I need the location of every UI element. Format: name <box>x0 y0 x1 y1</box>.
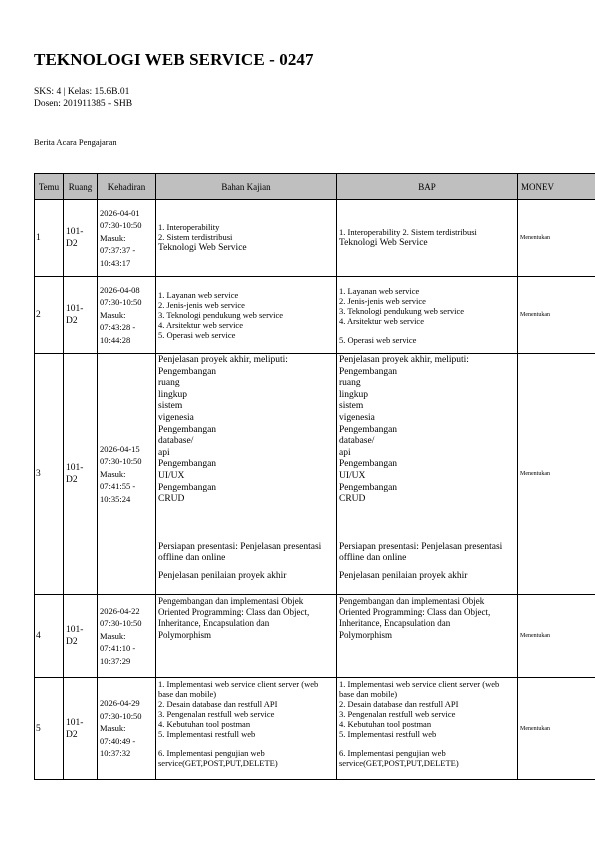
content-line: 1. Layanan web service <box>339 285 420 296</box>
row-bap <box>337 277 518 354</box>
row-monev: Menentukan <box>518 200 595 277</box>
ruang-line: 101- <box>66 625 84 635</box>
content-line: 2. Desain database dan restfull API <box>339 699 459 709</box>
content-line: 1. Implementasi web service client server (web <box>158 679 319 689</box>
content-line: Oriented Programming: Class dan Object, <box>339 607 491 618</box>
spacer <box>339 506 515 542</box>
content-line: vigenesia <box>158 412 194 423</box>
content-line: database/ <box>158 436 194 447</box>
content-line: 6. Implementasi pengujian web <box>339 748 446 758</box>
row-monev: Menentukan <box>518 277 595 354</box>
row-kehadiran <box>98 595 156 678</box>
content-line: Persiapan presentasi: Penjelasan presentasi <box>158 541 322 552</box>
table-row <box>35 678 595 780</box>
row-bahan-kajian <box>156 354 337 595</box>
content-line: Inheritance, Encapsulation dan <box>158 618 270 629</box>
content-line: 3. Pengenalan restfull web service <box>158 709 275 719</box>
kehadiran-masuk: Masuk: <box>100 723 126 734</box>
content-line: Pengembangan dan implementasi Objek <box>339 596 485 606</box>
row-ruang <box>64 277 98 354</box>
row-bahan-kajian <box>156 678 337 780</box>
content-line: Pengembangan dan implementasi Objek <box>158 596 304 606</box>
kehadiran-time: 07:30-10:50 <box>100 618 142 629</box>
row-bap <box>337 200 518 277</box>
kehadiran-in: 07:43:28 - <box>100 322 136 333</box>
content-line: Persiapan presentasi: Penjelasan presentasi <box>339 541 503 552</box>
ruang-line: 101- <box>66 227 84 237</box>
row-ruang <box>64 200 98 277</box>
content-line: service(GET,POST,PUT,DELETE) <box>339 758 459 768</box>
content-line: 1. Interoperability 2. Sistem terdistribusi <box>339 227 477 237</box>
kehadiran-masuk: Masuk: <box>100 309 126 320</box>
row-monev: Menentukan <box>518 595 595 678</box>
kehadiran-masuk: Masuk: <box>100 468 126 479</box>
header-bahan-kajian: Bahan Kajian <box>156 174 337 200</box>
ruang-line: D2 <box>66 637 78 647</box>
row-temu: 1 <box>35 200 64 277</box>
row-temu: 4 <box>35 595 64 678</box>
row-monev: Menentukan <box>518 678 595 780</box>
course-info: SKS: 4 | Kelas: 15.6B.01 <box>34 87 130 97</box>
kehadiran-time: 07:30-10:50 <box>100 456 142 467</box>
content-line: offline dan online <box>339 553 407 564</box>
content-line: base dan mobile) <box>339 689 398 699</box>
kehadiran-out: 10:43:17 <box>100 257 131 268</box>
content-line: Polymorphism <box>158 629 212 640</box>
content-line: Penjelasan proyek akhir, meliputi: <box>339 355 469 365</box>
spacer <box>339 739 515 748</box>
bap-table-wrapper <box>34 173 595 780</box>
row-ruang <box>64 678 98 780</box>
content-line: UI/UX <box>158 470 185 481</box>
page-title: TEKNOLOGI WEB SERVICE - 0247 <box>34 50 314 69</box>
content-line: lingkup <box>158 389 188 400</box>
content-line: Penjelasan proyek akhir, meliputi: <box>158 355 288 365</box>
content-line: 3. Pengenalan restfull web service <box>339 709 456 719</box>
kehadiran-out: 10:37:32 <box>100 748 131 759</box>
content-line: sistem <box>158 401 183 412</box>
row-ruang <box>64 595 98 678</box>
spacer <box>158 506 334 542</box>
content-line: api <box>339 447 351 458</box>
kehadiran-date: 2026-04-22 <box>100 605 140 616</box>
header-temu: Temu <box>35 174 64 200</box>
ruang-line: D2 <box>66 729 78 740</box>
content-line: lingkup <box>339 389 369 400</box>
content-line: 1. Layanan web service <box>158 290 239 300</box>
ruang-line: 101- <box>66 717 84 728</box>
content-line: Pengembangan <box>339 482 398 493</box>
content-line: vigenesia <box>339 412 375 423</box>
row-bahan-kajian <box>156 277 337 354</box>
header-ruang: Ruang <box>64 174 98 200</box>
kehadiran-in: 07:41:10 - <box>100 643 136 654</box>
content-line: sistem <box>339 401 364 412</box>
content-line: service(GET,POST,PUT,DELETE) <box>158 758 278 768</box>
header-kehadiran: Kehadiran <box>98 174 156 200</box>
row-temu: 3 <box>35 354 64 595</box>
kehadiran-in: 07:37:37 - <box>100 245 136 256</box>
row-bap <box>337 595 518 678</box>
content-line: 2. Jenis-jenis web service <box>158 300 245 310</box>
content-line: Penjelasan penilaian proyek akhir <box>158 570 287 581</box>
row-kehadiran <box>98 200 156 277</box>
row-kehadiran <box>98 277 156 354</box>
ruang-line: 101- <box>66 304 84 314</box>
header-bap: BAP <box>337 174 518 200</box>
row-bahan-kajian <box>156 595 337 678</box>
table-row <box>35 200 595 277</box>
content-line: 3. Teknologi pendukung web service <box>339 305 465 316</box>
content-line: Pengembangan <box>339 366 398 377</box>
row-kehadiran <box>98 354 156 595</box>
content-line: UI/UX <box>339 470 366 481</box>
content-line: ruang <box>339 378 361 389</box>
kehadiran-out: 10:37:29 <box>100 655 131 666</box>
table-row <box>35 595 595 678</box>
ruang-line: D2 <box>66 239 78 249</box>
row-monev: Menentukan <box>518 354 595 595</box>
header-monev: MONEV <box>518 174 595 200</box>
content-line: Teknologi Web Service <box>158 243 247 253</box>
table-row <box>35 277 595 354</box>
content-line: 5. Operasi web service <box>339 334 417 345</box>
row-temu: 2 <box>35 277 64 354</box>
row-kehadiran <box>98 678 156 780</box>
row-bap <box>337 678 518 780</box>
kehadiran-time: 07:30-10:50 <box>100 220 142 231</box>
content-line: api <box>158 447 170 458</box>
ruang-line: D2 <box>66 475 78 485</box>
content-line: 4. Kebutuhan tool postman <box>339 719 432 729</box>
content-line: Pengembangan <box>339 424 398 435</box>
kehadiran-masuk: Masuk: <box>100 232 126 243</box>
content-line: Pengembangan <box>339 459 398 470</box>
content-line: 1. Interoperability <box>158 222 220 232</box>
table-header-row <box>35 174 595 200</box>
content-line: CRUD <box>158 494 185 505</box>
spacer <box>158 739 334 748</box>
content-line: 6. Implementasi pengujian web <box>158 748 265 758</box>
kehadiran-date: 2026-04-15 <box>100 443 140 454</box>
kehadiran-date: 2026-04-01 <box>100 207 140 218</box>
kehadiran-date: 2026-04-29 <box>100 698 140 709</box>
content-line: Oriented Programming: Class dan Object, <box>158 607 310 618</box>
lecturer-info: Dosen: 201911385 - SHB <box>34 99 133 109</box>
content-line: Penjelasan penilaian proyek akhir <box>339 570 468 581</box>
kehadiran-out: 10:35:24 <box>100 493 131 504</box>
content-line: offline dan online <box>158 553 226 564</box>
content-line: base dan mobile) <box>158 689 217 699</box>
row-bahan-kajian <box>156 200 337 277</box>
content-line: 4. Arsitektur web service <box>339 315 424 326</box>
content-line: Pengembangan <box>158 459 217 470</box>
content-line: 2. Jenis-jenis web service <box>339 295 426 306</box>
content-line: database/ <box>339 436 375 447</box>
content-line: 5. Implementasi restfull web <box>158 729 256 739</box>
content-line: 4. Arsitektur web service <box>158 320 243 330</box>
content-line: Teknologi Web Service <box>339 238 428 248</box>
content-line: ruang <box>158 378 180 389</box>
row-bap <box>337 354 518 595</box>
content-line: 4. Kebutuhan tool postman <box>158 719 251 729</box>
row-temu: 5 <box>35 678 64 780</box>
bap-table <box>34 173 595 780</box>
content-line: 1. Implementasi web service client server (web <box>339 679 500 689</box>
kehadiran-masuk: Masuk: <box>100 630 126 641</box>
content-line: 2. Sistem terdistribusi <box>158 232 233 242</box>
content-line: 5. Operasi web service <box>158 330 236 340</box>
kehadiran-out: 10:44:28 <box>100 334 131 345</box>
kehadiran-time: 07:30-10:50 <box>100 297 142 308</box>
section-label: Berita Acara Pengajaran <box>34 137 117 147</box>
table-row <box>35 354 595 595</box>
content-line: Pengembangan <box>158 424 217 435</box>
content-line: CRUD <box>339 494 366 505</box>
kehadiran-date: 2026-04-08 <box>100 284 140 295</box>
ruang-line: 101- <box>66 463 84 473</box>
content-line: Inheritance, Encapsulation dan <box>339 618 451 629</box>
content-line: Pengembangan <box>158 366 217 377</box>
content-line: Polymorphism <box>339 629 393 640</box>
content-line: 2. Desain database dan restfull API <box>158 699 278 709</box>
content-line: Pengembangan <box>158 482 217 493</box>
ruang-line: D2 <box>66 316 78 326</box>
content-line: 5. Implementasi restfull web <box>339 729 437 739</box>
kehadiran-in: 07:40:49 - <box>100 735 136 746</box>
spacer <box>339 326 515 335</box>
kehadiran-time: 07:30-10:50 <box>100 710 142 721</box>
row-ruang <box>64 354 98 595</box>
kehadiran-in: 07:41:55 - <box>100 481 136 492</box>
content-line: 3. Teknologi pendukung web service <box>158 310 284 320</box>
